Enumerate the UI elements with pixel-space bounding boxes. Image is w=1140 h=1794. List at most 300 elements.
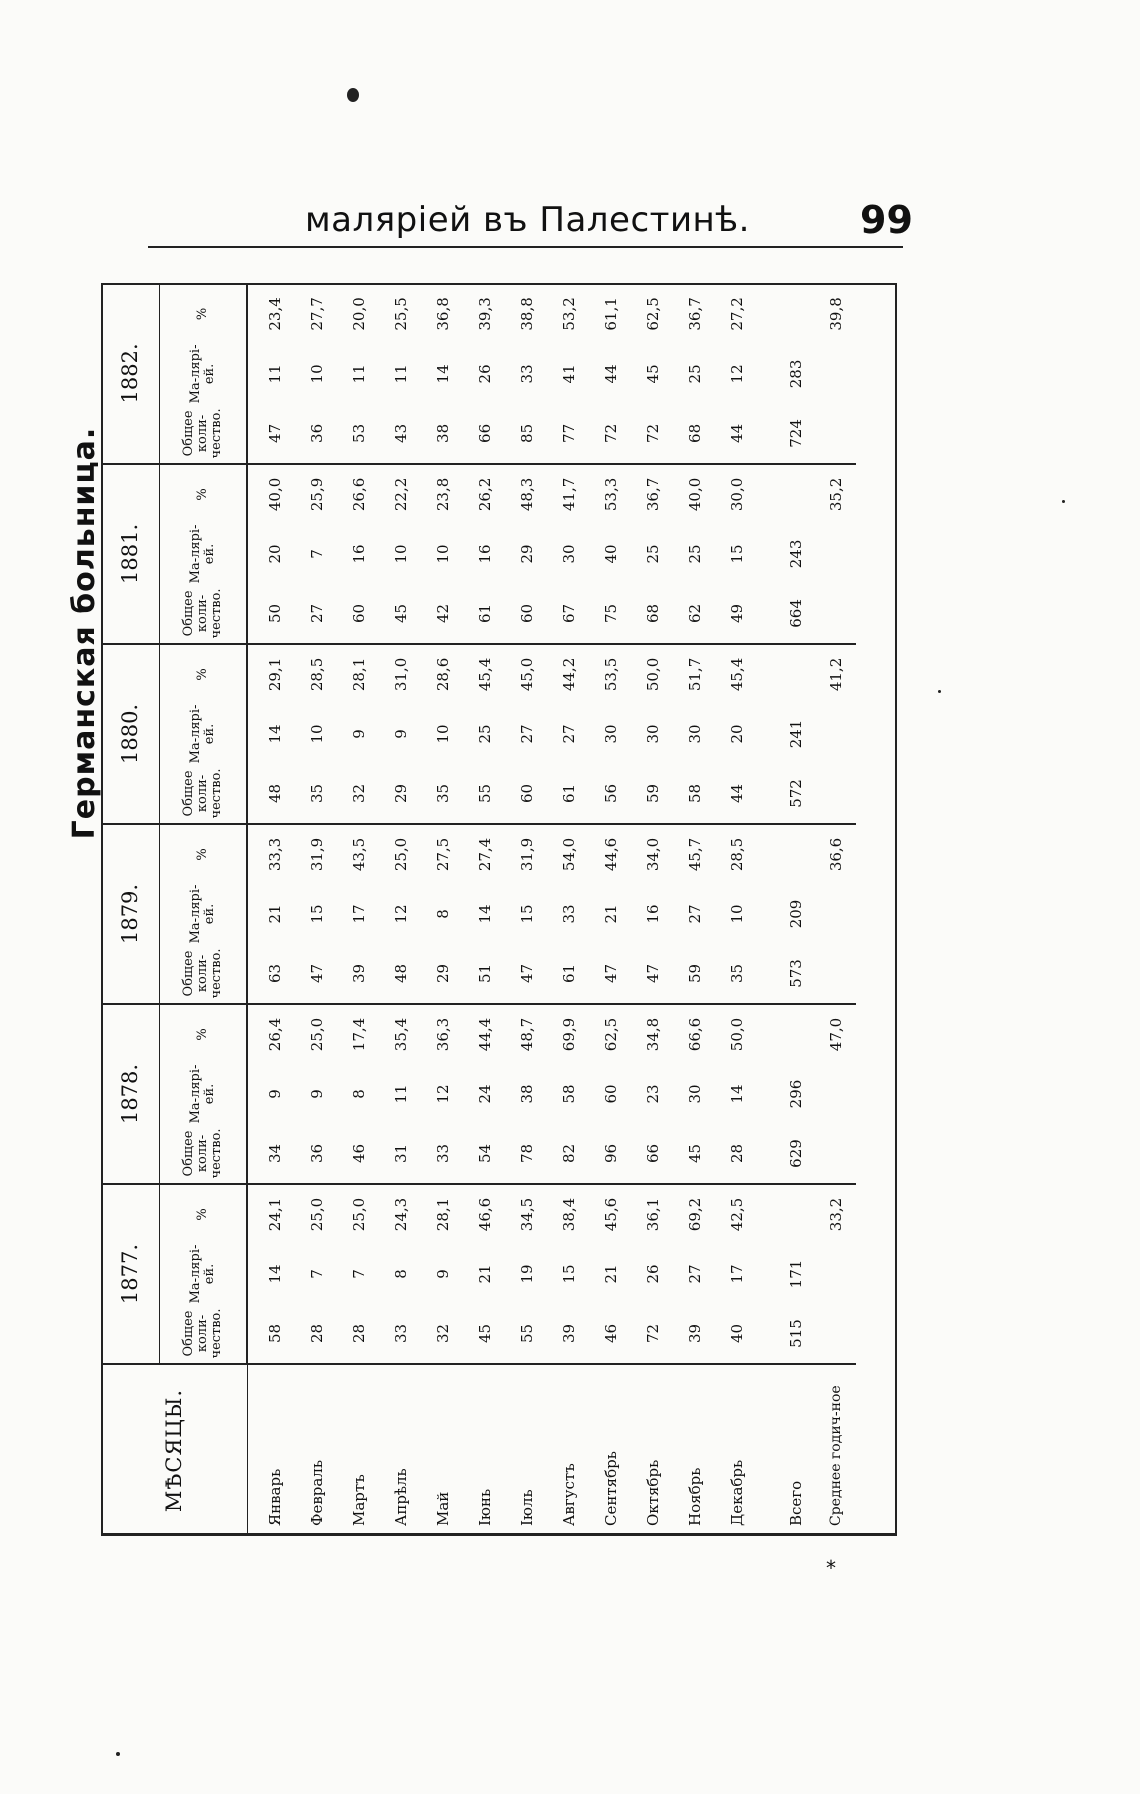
data-cell: 67 <box>548 584 590 644</box>
month-label: Ноябрь <box>674 1364 716 1536</box>
total-malaria-cell: 243 <box>787 539 805 569</box>
data-cell: 28 <box>338 1304 380 1364</box>
data-cell: 7 <box>308 1269 326 1279</box>
data-cell: 27,2 <box>728 297 746 331</box>
data-cell: 51,7 <box>686 657 704 692</box>
data-cell: 29 <box>518 544 536 564</box>
data-cell: 23,8 <box>434 477 452 512</box>
empty-cell <box>816 884 856 944</box>
data-cell: 40 <box>602 544 620 564</box>
data-cell: 25,0 <box>308 1017 326 1052</box>
data-cell: 8 <box>392 1269 410 1279</box>
table-row <box>548 284 590 1536</box>
running-head: маляріей въ Палестинѣ. <box>305 200 750 240</box>
average-percent-cell: 39,8 <box>827 297 845 331</box>
data-cell: 53,2 <box>560 297 578 331</box>
data-cell: 24,3 <box>392 1197 410 1232</box>
data-cell: 46 <box>338 1124 380 1184</box>
data-cell: 58 <box>560 1084 578 1104</box>
data-cell: 17,4 <box>350 1017 368 1052</box>
data-cell: 43 <box>380 404 422 464</box>
data-cell: 40 <box>716 1304 758 1364</box>
data-cell: 29 <box>380 764 422 824</box>
data-cell: 14 <box>266 724 284 744</box>
data-cell: 26 <box>644 1264 662 1284</box>
table-row <box>338 284 380 1536</box>
data-cell: 35 <box>422 764 464 824</box>
data-cell: 27,7 <box>308 297 326 331</box>
data-cell: 16 <box>644 904 662 924</box>
data-cell: 47 <box>296 944 338 1004</box>
total-count-cell: 573 <box>776 944 816 1004</box>
data-cell: 85 <box>506 404 548 464</box>
data-cell: 12 <box>434 1084 452 1104</box>
data-cell: 48 <box>247 764 296 824</box>
data-cell: 17 <box>350 904 368 924</box>
data-cell: 25 <box>686 364 704 384</box>
data-cell: 25 <box>644 544 662 564</box>
year-header: 1882. <box>101 284 160 464</box>
total-malaria-cell: 171 <box>787 1259 805 1289</box>
data-cell: 36,7 <box>686 297 704 331</box>
month-label: Мартъ <box>338 1364 380 1536</box>
data-cell: 9 <box>266 1089 284 1099</box>
data-cell: 54 <box>464 1124 506 1184</box>
data-cell: 45,7 <box>686 837 704 872</box>
data-cell: 77 <box>548 404 590 464</box>
data-cell: 61 <box>548 944 590 1004</box>
data-cell: 38,4 <box>560 1197 578 1232</box>
data-cell: 33 <box>422 1124 464 1184</box>
data-cell: 40,0 <box>686 477 704 512</box>
data-cell: 66 <box>632 1124 674 1184</box>
data-cell: 55 <box>506 1304 548 1364</box>
data-cell: 38 <box>518 1084 536 1104</box>
spacer-cell <box>758 1064 776 1124</box>
data-cell: 82 <box>548 1124 590 1184</box>
malaria-column-header: Ма-лярі-ей. <box>160 1244 248 1304</box>
total-malaria-cell: 241 <box>787 719 805 749</box>
data-cell: 45,6 <box>602 1197 620 1232</box>
month-label: Іюнь <box>464 1364 506 1536</box>
empty-cell <box>776 464 816 524</box>
data-cell: 12 <box>728 364 746 384</box>
data-cell: 30 <box>602 724 620 744</box>
empty-cell <box>816 344 856 404</box>
spacer-cell <box>758 1304 776 1364</box>
empty-cell <box>816 404 856 464</box>
empty-cell <box>816 764 856 824</box>
data-cell: 29,1 <box>266 657 284 692</box>
data-cell: 25,0 <box>392 837 410 872</box>
average-percent-cell: 41,2 <box>827 657 845 692</box>
data-cell: 27,5 <box>434 837 452 872</box>
data-cell: 16 <box>350 544 368 564</box>
data-cell: 10 <box>434 544 452 564</box>
year-header: 1880. <box>101 644 160 824</box>
data-cell: 69,9 <box>560 1017 578 1052</box>
data-cell: 72 <box>632 404 674 464</box>
table-row <box>247 284 296 1536</box>
malaria-column-header: Ма-лярі-ей. <box>160 344 248 404</box>
percent-column-header: % <box>160 464 248 524</box>
average-row <box>816 284 856 1536</box>
data-cell: 61 <box>548 764 590 824</box>
data-cell: 16 <box>476 544 494 564</box>
month-label: Сентябрь <box>590 1364 632 1536</box>
data-cell: 30 <box>686 724 704 744</box>
data-cell: 9 <box>392 729 410 739</box>
data-cell: 51 <box>464 944 506 1004</box>
data-cell: 10 <box>728 904 746 924</box>
empty-cell <box>816 584 856 644</box>
spacer-cell <box>758 644 776 704</box>
data-cell: 21 <box>602 904 620 924</box>
data-cell: 34 <box>247 1124 296 1184</box>
empty-cell <box>816 944 856 1004</box>
total-column-header: Общее коли-чество. <box>160 764 248 824</box>
data-cell: 44,6 <box>602 837 620 872</box>
data-cell: 35,4 <box>392 1017 410 1052</box>
data-cell: 39 <box>338 944 380 1004</box>
data-cell: 27 <box>296 584 338 644</box>
total-count-cell: 572 <box>776 764 816 824</box>
data-cell: 30,0 <box>728 477 746 512</box>
spacer-cell <box>758 1004 776 1064</box>
data-cell: 21 <box>602 1264 620 1284</box>
data-cell: 9 <box>434 1269 452 1279</box>
data-cell: 28,5 <box>728 837 746 872</box>
data-cell: 53 <box>338 404 380 464</box>
data-cell: 28,1 <box>350 657 368 692</box>
data-cell: 14 <box>266 1264 284 1284</box>
data-cell: 28 <box>296 1304 338 1364</box>
data-cell: 8 <box>434 909 452 919</box>
empty-cell <box>776 644 816 704</box>
data-cell: 42 <box>422 584 464 644</box>
table-row <box>674 284 716 1536</box>
total-column-header: Общее коли-чество. <box>160 944 248 1004</box>
data-cell: 33 <box>380 1304 422 1364</box>
month-label: Декабрь <box>716 1364 758 1536</box>
data-cell: 25 <box>686 544 704 564</box>
data-cell: 36 <box>296 1124 338 1184</box>
spacer-cell <box>758 1364 776 1536</box>
data-cell: 29 <box>422 944 464 1004</box>
data-cell: 17 <box>728 1264 746 1284</box>
data-cell: 75 <box>590 584 632 644</box>
data-cell: 62,5 <box>602 1017 620 1052</box>
data-cell: 25,5 <box>392 297 410 331</box>
data-cell: 44 <box>716 404 758 464</box>
ink-speck <box>116 1752 120 1756</box>
data-cell: 31 <box>380 1124 422 1184</box>
data-cell: 7 <box>350 1269 368 1279</box>
malaria-column-header: Ма-лярі-ей. <box>160 524 248 584</box>
data-cell: 10 <box>392 544 410 564</box>
data-cell: 50,0 <box>728 1017 746 1052</box>
data-cell: 31,9 <box>308 837 326 872</box>
data-cell: 46,6 <box>476 1197 494 1232</box>
average-percent-cell: 47,0 <box>827 1017 845 1052</box>
ink-speck <box>1062 500 1065 503</box>
data-cell: 44,4 <box>476 1017 494 1052</box>
data-cell: 19 <box>518 1264 536 1284</box>
spacer-cell <box>758 464 776 524</box>
data-cell: 35 <box>296 764 338 824</box>
data-cell: 43,5 <box>350 837 368 872</box>
month-label: Іюль <box>506 1364 548 1536</box>
data-cell: 60 <box>506 764 548 824</box>
data-cell: 15 <box>308 904 326 924</box>
year-header: 1881. <box>101 464 160 644</box>
empty-cell <box>776 1184 816 1244</box>
data-cell: 15 <box>560 1264 578 1284</box>
data-cell: 50,0 <box>644 657 662 692</box>
malaria-column-header: Ма-лярі-ей. <box>160 704 248 764</box>
data-cell: 49 <box>716 584 758 644</box>
year-header-row <box>101 284 160 1536</box>
data-cell: 45 <box>380 584 422 644</box>
data-cell: 45 <box>464 1304 506 1364</box>
data-cell: 36,8 <box>434 297 452 331</box>
total-malaria-cell: 209 <box>787 899 805 929</box>
data-cell: 66,6 <box>686 1017 704 1052</box>
table-row <box>716 284 758 1536</box>
data-cell: 32 <box>422 1304 464 1364</box>
spacer-row <box>758 284 776 1536</box>
data-cell: 20,0 <box>350 297 368 331</box>
data-cell: 23 <box>644 1084 662 1104</box>
data-cell: 36 <box>296 404 338 464</box>
data-cell: 28,5 <box>308 657 326 692</box>
table-row <box>422 284 464 1536</box>
table-body <box>247 284 856 1536</box>
data-cell: 55 <box>464 764 506 824</box>
data-cell: 62,5 <box>644 297 662 331</box>
data-cell: 40,0 <box>266 477 284 512</box>
spacer-cell <box>758 944 776 1004</box>
data-cell: 42,5 <box>728 1197 746 1232</box>
average-percent-cell: 35,2 <box>827 477 845 512</box>
data-cell: 62 <box>674 584 716 644</box>
data-cell: 10 <box>434 724 452 744</box>
month-label: Августъ <box>548 1364 590 1536</box>
data-cell: 78 <box>506 1124 548 1184</box>
data-cell: 47 <box>632 944 674 1004</box>
data-cell: 27 <box>518 724 536 744</box>
table-row <box>632 284 674 1536</box>
data-cell: 8 <box>350 1089 368 1099</box>
data-cell: 39,3 <box>476 297 494 331</box>
month-label: Январь <box>247 1364 296 1536</box>
subheader-row <box>160 284 248 1536</box>
data-cell: 27 <box>686 904 704 924</box>
data-cell: 68 <box>674 404 716 464</box>
data-cell: 20 <box>728 724 746 744</box>
data-cell: 41,7 <box>560 477 578 512</box>
data-cell: 15 <box>728 544 746 564</box>
data-cell: 33 <box>560 904 578 924</box>
spacer-cell <box>758 284 776 344</box>
data-cell: 11 <box>266 364 284 384</box>
data-cell: 48,3 <box>518 477 536 512</box>
data-cell: 58 <box>247 1304 296 1364</box>
data-cell: 12 <box>392 904 410 924</box>
spacer-cell <box>758 704 776 764</box>
data-cell: 36,7 <box>644 477 662 512</box>
data-cell: 28,1 <box>434 1197 452 1232</box>
empty-cell <box>816 704 856 764</box>
data-cell: 31,9 <box>518 837 536 872</box>
spacer-cell <box>758 584 776 644</box>
percent-column-header: % <box>160 644 248 704</box>
table-row <box>296 284 338 1536</box>
data-cell: 24,1 <box>266 1197 284 1232</box>
data-cell: 72 <box>632 1304 674 1364</box>
data-cell: 66 <box>464 404 506 464</box>
data-cell: 14 <box>728 1084 746 1104</box>
percent-column-header: % <box>160 1184 248 1244</box>
total-column-header: Общее коли-чество. <box>160 1304 248 1364</box>
data-cell: 60 <box>602 1084 620 1104</box>
total-label: Всего <box>776 1364 816 1536</box>
data-cell: 59 <box>632 764 674 824</box>
data-cell: 25 <box>476 724 494 744</box>
data-cell: 48,7 <box>518 1017 536 1052</box>
total-malaria-cell: 283 <box>787 359 805 389</box>
data-cell: 26,4 <box>266 1017 284 1052</box>
data-cell: 10 <box>308 364 326 384</box>
data-cell: 41 <box>560 364 578 384</box>
data-cell: 26,2 <box>476 477 494 512</box>
data-cell: 58 <box>674 764 716 824</box>
data-cell: 68 <box>632 584 674 644</box>
data-cell: 15 <box>518 904 536 924</box>
malaria-column-header: Ма-лярі-ей. <box>160 1064 248 1124</box>
month-label: Октябрь <box>632 1364 674 1536</box>
total-count-cell: 515 <box>776 1304 816 1364</box>
data-cell: 45,4 <box>476 657 494 692</box>
data-cell: 26,6 <box>350 477 368 512</box>
data-cell: 7 <box>308 549 326 559</box>
spacer-cell <box>758 404 776 464</box>
data-cell: 50 <box>247 584 296 644</box>
data-cell: 63 <box>247 944 296 1004</box>
year-header: 1879. <box>101 824 160 1004</box>
data-cell: 23,4 <box>266 297 284 331</box>
data-cell: 59 <box>674 944 716 1004</box>
table-row <box>380 284 422 1536</box>
empty-cell <box>776 824 816 884</box>
data-cell: 61,1 <box>602 297 620 331</box>
data-cell: 39 <box>674 1304 716 1364</box>
data-cell: 48 <box>380 944 422 1004</box>
percent-column-header: % <box>160 824 248 884</box>
empty-cell <box>816 1304 856 1364</box>
data-cell: 39 <box>548 1304 590 1364</box>
spacer-cell <box>758 824 776 884</box>
data-cell: 60 <box>506 584 548 644</box>
data-cell: 26 <box>476 364 494 384</box>
data-cell: 47 <box>506 944 548 1004</box>
table-row <box>590 284 632 1536</box>
malaria-column-header: Ма-лярі-ей. <box>160 884 248 944</box>
table-row <box>464 284 506 1536</box>
total-column-header: Общее коли-чество. <box>160 404 248 464</box>
data-cell: 45,0 <box>518 657 536 692</box>
data-cell: 33 <box>518 364 536 384</box>
data-cell: 44,2 <box>560 657 578 692</box>
data-cell: 27,4 <box>476 837 494 872</box>
data-cell: 53,3 <box>602 477 620 512</box>
total-malaria-cell: 296 <box>787 1079 805 1109</box>
table-title: Германская больница. <box>67 426 102 840</box>
data-cell: 24 <box>476 1084 494 1104</box>
spacer-cell <box>758 1124 776 1184</box>
empty-cell <box>816 524 856 584</box>
month-label: Май <box>422 1364 464 1536</box>
spacer-cell <box>758 1184 776 1244</box>
data-cell: 27 <box>560 724 578 744</box>
average-percent-cell: 36,6 <box>827 837 845 872</box>
data-cell: 33,3 <box>266 837 284 872</box>
data-cell: 22,2 <box>392 477 410 512</box>
data-cell: 32 <box>338 764 380 824</box>
data-cell: 38,8 <box>518 297 536 331</box>
data-cell: 9 <box>350 729 368 739</box>
data-cell: 45 <box>644 364 662 384</box>
data-cell: 96 <box>590 1124 632 1184</box>
ink-speck <box>938 690 941 693</box>
data-cell: 61 <box>464 584 506 644</box>
data-cell: 44 <box>602 364 620 384</box>
data-cell: 9 <box>308 1089 326 1099</box>
data-cell: 14 <box>434 364 452 384</box>
data-cell: 25,0 <box>350 1197 368 1232</box>
total-column-header: Общее коли-чество. <box>160 1124 248 1184</box>
percent-column-header: % <box>160 1004 248 1064</box>
data-cell: 36,3 <box>434 1017 452 1052</box>
data-cell: 10 <box>308 724 326 744</box>
data-cell: 11 <box>392 364 410 384</box>
months-column-header: МѢСЯЦЫ. <box>101 1364 247 1536</box>
spacer-cell <box>758 884 776 944</box>
data-cell: 45 <box>674 1124 716 1184</box>
total-count-cell: 724 <box>776 404 816 464</box>
data-cell: 60 <box>338 584 380 644</box>
data-cell: 21 <box>266 904 284 924</box>
data-cell: 25,0 <box>308 1197 326 1232</box>
data-cell: 25,9 <box>308 477 326 512</box>
data-cell: 45,4 <box>728 657 746 692</box>
header-rule <box>148 246 903 248</box>
data-cell: 47 <box>247 404 296 464</box>
data-cell: 56 <box>590 764 632 824</box>
data-cell: 11 <box>392 1084 410 1104</box>
data-cell: 34,8 <box>644 1017 662 1052</box>
data-cell: 30 <box>644 724 662 744</box>
ink-speck <box>347 88 359 102</box>
data-cell: 35 <box>716 944 758 1004</box>
empty-cell <box>776 284 816 344</box>
month-label: Апрѣль <box>380 1364 422 1536</box>
empty-cell <box>816 1124 856 1184</box>
totals-row <box>776 284 816 1536</box>
data-cell: 53,5 <box>602 657 620 692</box>
year-header: 1877. <box>101 1184 160 1364</box>
total-column-header: Общее коли-чество. <box>160 584 248 644</box>
